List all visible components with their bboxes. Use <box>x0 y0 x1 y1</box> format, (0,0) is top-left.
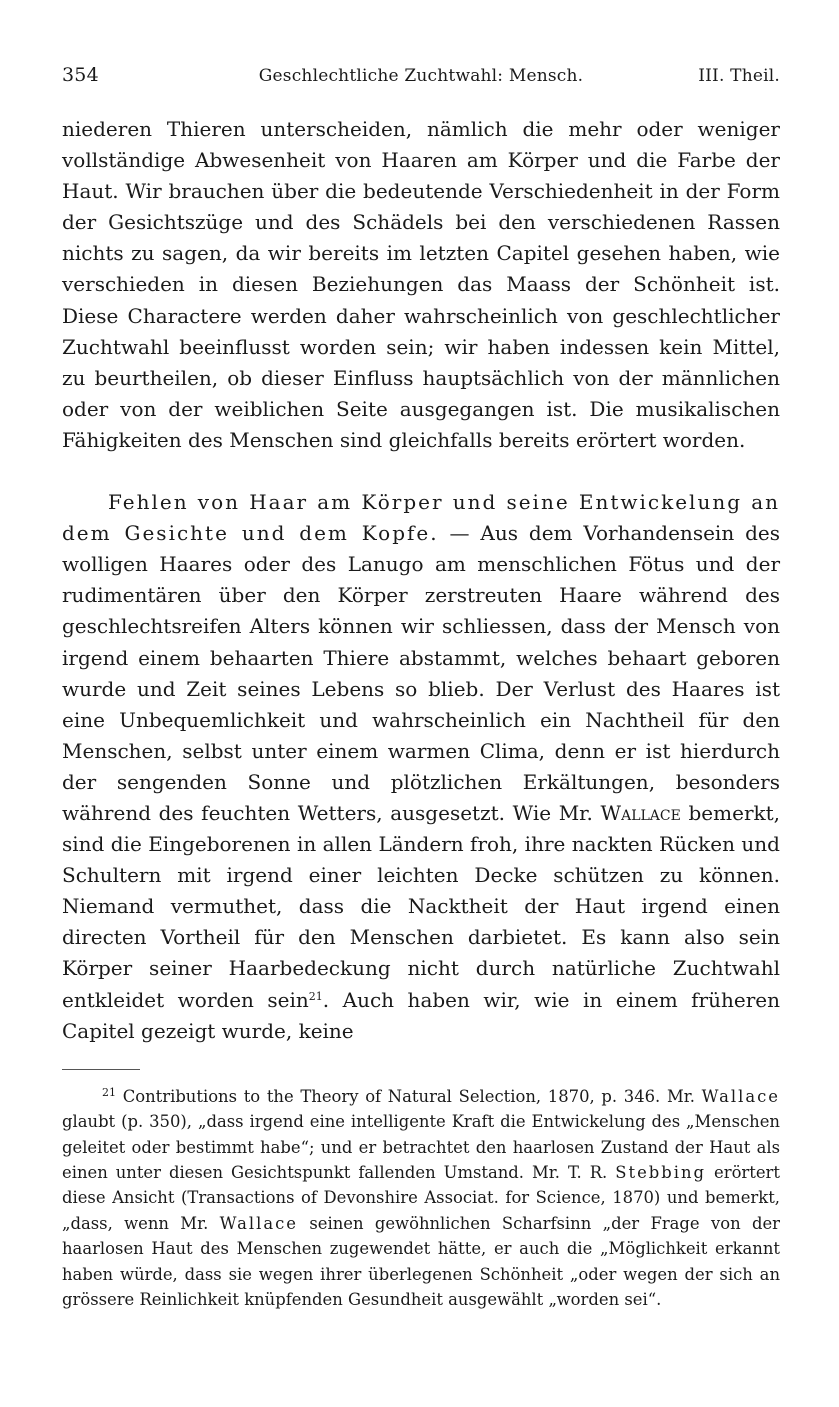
footnote-name-wallace-2: Wallace <box>219 1213 299 1233</box>
paragraph-2-text-a: — Aus dem Vorhandensein des wolligen Haares oder des Lanugo am menschlichen Fötus und der rudimentären über den Körper zerstreuten Haare während des geschlechtsreifen Alters können wir schliessen, dass der Mensch von irgend einem behaarten Thiere abstammt, welches behaart geboren wurde und Zeit seines Lebens so blieb. Der Verlust des Haares ist eine Unbequemlichkeit und wahrscheinlich ein Nachtheil für den Menschen, selbst unter einem warmen Clima, denn er ist hierdurch der sengenden Sonne und plötzlichen Erkältungen, besonders während des feuchten Wetters, ausgesetzt. Wie Mr. <box>62 521 780 825</box>
footnote-text-a: Contributions to the Theory of Natural Selection, 1870, p. 346. Mr. <box>122 1086 695 1106</box>
footnote-reference[interactable]: 21 <box>308 989 323 1003</box>
footnote-name-stebbing: Stebbing <box>615 1162 707 1182</box>
author-name-wallace: Wallace <box>600 800 681 825</box>
section-heading: Fehlen von Haar am Körper und seine Entwickelung an dem Gesichte und dem Kopfe. <box>62 490 780 546</box>
footnote-text-b: glaubt (p. 350), „dass irgend eine intelligente Kraft die Entwickelung des „Menschen geleitet oder bestimmt habe“; und er betrachtet den haarlosen Zustand der Haut als einen unter diesen Gesichtspunkt fallenden Umstand. Mr. T. R. <box>62 1112 780 1182</box>
running-title: Geschlechtliche Zuchtwahl: Mensch. <box>258 66 584 86</box>
footnote-name-wallace: Wallace <box>701 1086 780 1106</box>
running-header <box>62 64 780 94</box>
paragraph-2-text-c: . Auch haben wir, wie in einem früheren Capitel gezeigt wurde, keine <box>62 987 780 1043</box>
page-number: 354 <box>62 64 99 86</box>
paragraph-1 <box>62 114 780 456</box>
book-page <box>62 64 780 1312</box>
footnote-mark: 21 <box>102 1085 116 1099</box>
footnote-text-d: seinen gewöhnlichen Scharfsinn „der Frage von der haarlosen Haut des Menschen zugewendet hätte, er auch die „Möglichkeit erkannt haben würde, dass sie wegen ihrer überlegenen Schönheit „oder wegen der sich an grössere Reinlichkeit knüpfenden Gesundheit ausgewählt „worden sei“. <box>62 1213 781 1309</box>
footnote-21 <box>62 1080 780 1313</box>
footnote-divider <box>62 1069 140 1070</box>
paragraph-2 <box>62 487 780 1047</box>
part-label: III. Theil. <box>698 66 780 86</box>
footnote-text-c: erörtert diese Ansicht (Transactions of Devonshire Associat. for Science, 1870) und bemerkt, „dass, wenn Mr. <box>62 1162 780 1233</box>
paragraph-2-text-b: bemerkt, sind die Eingeborenen in allen Ländern froh, ihre nackten Rücken und Schultern mit irgend einer leichten Decke schützen zu können. Niemand vermuthet, dass die Nacktheit der Haut irgend einen directen Vortheil für den Menschen darbietet. Es kann also sein Körper seiner Haarbedeckung nicht durch natürliche Zuchtwahl entkleidet worden sein <box>62 800 781 1012</box>
paragraph-1-text: niederen Thieren unterscheiden, nämlich die mehr oder weniger vollständige Abwesenheit von Haaren am Körper und die Farbe der Haut. Wir brauchen über die bedeutende Verschiedenheit in der Form der Gesichtszüge und des Schädels bei den verschiedenen Rassen nichts zu sagen, da wir bereits im letzten Capitel gesehen haben, wie verschieden in diesen Beziehungen das Maass der Schönheit ist. Diese Charactere werden daher wahrscheinlich von geschlechtlicher Zuchtwahl beeinflusst worden sein; wir haben indessen kein Mittel, zu beurtheilen, ob dieser Einfluss hauptsächlich von der männlichen oder von der weiblichen Seite ausgegangen ist. Die musikalischen Fähigkeiten des Menschen sind gleichfalls bereits erörtert worden. <box>62 117 780 452</box>
